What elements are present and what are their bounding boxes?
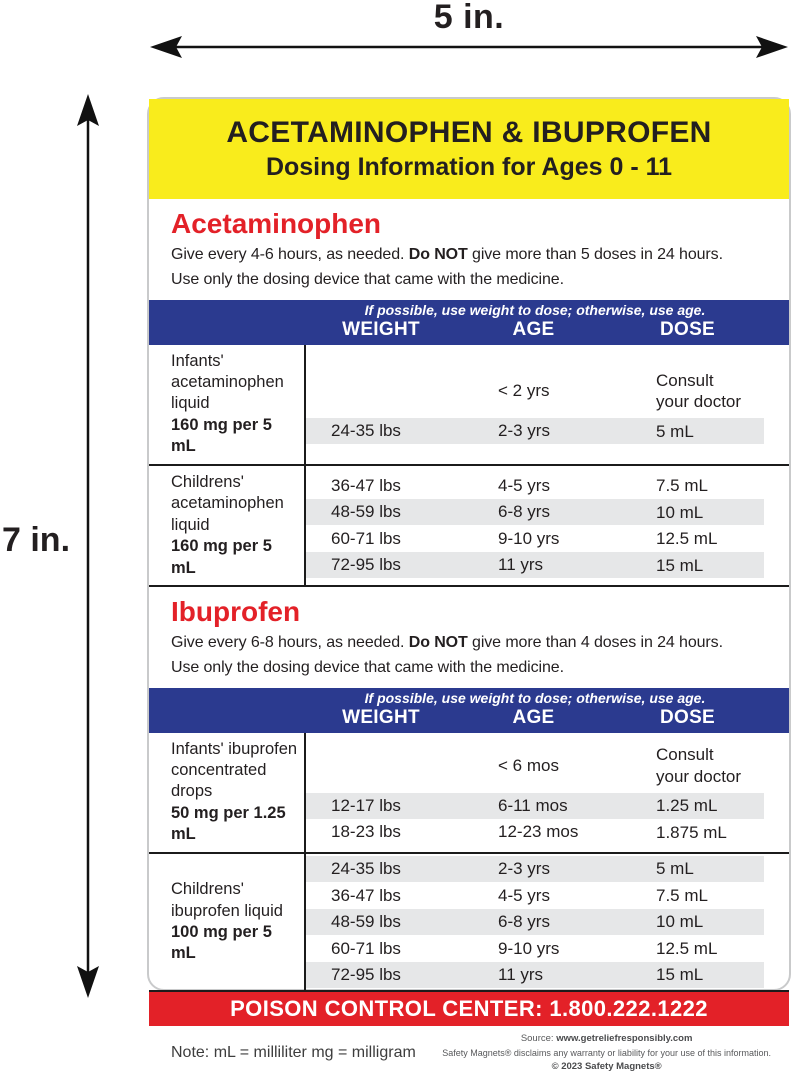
table-row bbox=[306, 552, 764, 579]
instructions-line2: Use only the dosing device that came with the medicine. bbox=[171, 270, 564, 288]
cell-age: 6-11 mos bbox=[498, 795, 568, 815]
acetaminophen-section bbox=[149, 199, 789, 587]
dosing-instructions bbox=[171, 631, 767, 681]
table-row bbox=[306, 819, 764, 846]
column-header-age: AGE bbox=[512, 707, 555, 729]
product-strength: 160 mg per 5 mL bbox=[171, 415, 272, 456]
row-group-rows bbox=[306, 466, 789, 585]
width-dimension bbox=[148, 0, 790, 60]
cell-weight: 24-35 lbs bbox=[331, 421, 401, 441]
row-group-rows bbox=[306, 345, 789, 464]
cell-weight: 72-95 lbs bbox=[331, 555, 401, 575]
cell-age: 4-5 yrs bbox=[498, 475, 550, 495]
row-group-label bbox=[149, 854, 306, 991]
instructions-text-cont: give more than 4 doses in 24 hours. bbox=[467, 633, 723, 651]
cell-dose: 7.5 mL bbox=[656, 476, 708, 495]
cell-dose: 1.875 mL bbox=[656, 822, 727, 842]
cell-age: 6-8 yrs bbox=[498, 502, 550, 522]
cell-weight: 48-59 lbs bbox=[331, 912, 401, 931]
copyright: © 2023 Safety Magnets® bbox=[551, 1061, 662, 1072]
row-group-rows bbox=[306, 854, 789, 991]
row-group-rows bbox=[306, 733, 789, 852]
cell-weight: 12-17 lbs bbox=[331, 795, 401, 815]
table-group bbox=[149, 852, 789, 991]
dosing-instructions bbox=[171, 243, 767, 293]
column-spacer bbox=[149, 319, 306, 341]
table-row bbox=[306, 909, 764, 936]
table-row bbox=[306, 882, 764, 909]
card-title: ACETAMINOPHEN & IBUPROFEN bbox=[226, 116, 712, 149]
fine-print bbox=[442, 1032, 771, 1074]
cell-dose: 12.5 mL bbox=[656, 938, 718, 958]
product-name: acetaminophen bbox=[171, 373, 284, 392]
table-row bbox=[306, 739, 764, 793]
width-label: 5 in. bbox=[433, 0, 505, 36]
row-group-label bbox=[149, 466, 306, 585]
column-header-age: AGE bbox=[512, 319, 555, 341]
table-row bbox=[306, 856, 764, 883]
table-group bbox=[149, 464, 789, 585]
table-row bbox=[306, 525, 764, 552]
product-name: Childrens' bbox=[171, 880, 244, 899]
table-usage-note: If possible, use weight to dose; otherwise, use age. bbox=[364, 302, 706, 319]
product-strength: 160 mg per 5 mL bbox=[171, 537, 272, 577]
cell-dose: 5 mL bbox=[656, 859, 694, 879]
product-name: acetaminophen bbox=[171, 494, 284, 513]
card-footer bbox=[149, 1026, 789, 1084]
product-name: ibuprofen liquid bbox=[171, 901, 283, 920]
table-group bbox=[149, 345, 789, 464]
cell-age: 6-8 yrs bbox=[498, 912, 550, 931]
cell-dose: 7.5 mL bbox=[656, 885, 708, 905]
table-row bbox=[306, 364, 764, 418]
cell-age: 9-10 yrs bbox=[498, 938, 560, 958]
table-header-bar bbox=[149, 300, 789, 345]
dosing-card bbox=[147, 97, 791, 1072]
height-label: 7 in. bbox=[2, 521, 71, 559]
product-name: Infants' bbox=[171, 351, 224, 370]
poison-control-banner: POISON CONTROL CENTER: 1.800.222.1222 bbox=[149, 992, 789, 1026]
disclaimer: Safety Magnets® disclaims any warranty or liability for your use of this information. bbox=[442, 1047, 771, 1058]
cell-dose: 15 mL bbox=[656, 555, 704, 575]
column-header-weight: WEIGHT bbox=[342, 319, 420, 341]
cell-age: 12-23 mos bbox=[498, 822, 579, 842]
column-header-weight: WEIGHT bbox=[342, 707, 420, 729]
ibuprofen-section bbox=[149, 587, 789, 992]
column-header-dose: DOSE bbox=[659, 319, 716, 341]
table-row bbox=[306, 962, 764, 989]
cell-dose: 1.25 mL bbox=[656, 796, 718, 816]
units-note: Note: mL = milliliter mg = milligram bbox=[171, 1044, 416, 1062]
table-row bbox=[306, 935, 764, 962]
cell-age: 4-5 yrs bbox=[498, 885, 550, 905]
instructions-line2: Use only the dosing device that came with the medicine. bbox=[171, 658, 564, 676]
cell-dose: 10 mL bbox=[656, 502, 704, 522]
instructions-text-cont: give more than 5 doses in 24 hours. bbox=[467, 246, 723, 263]
card-header bbox=[149, 99, 789, 199]
cell-dose: 5 mL bbox=[656, 421, 694, 441]
instructions-warning: Do NOT bbox=[408, 246, 468, 263]
cell-weight: 36-47 lbs bbox=[331, 475, 401, 495]
cell-dose: 15 mL bbox=[656, 965, 704, 985]
product-name: concentrated drops bbox=[171, 761, 267, 801]
product-name: liquid bbox=[171, 394, 210, 413]
product-strength: 50 mg per 1.25 mL bbox=[171, 803, 286, 844]
instructions-warning: Do NOT bbox=[408, 633, 468, 651]
source-line bbox=[442, 1032, 771, 1046]
cell-age: 11 yrs bbox=[498, 965, 544, 984]
cell-age: 11 yrs bbox=[498, 555, 544, 575]
cell-weight: 36-47 lbs bbox=[331, 885, 401, 905]
row-group-label bbox=[149, 733, 306, 852]
table-row bbox=[306, 472, 764, 499]
cell-age: 9-10 yrs bbox=[498, 528, 560, 548]
product-name: Childrens' bbox=[171, 472, 244, 491]
cell-dose: Consult your doctor bbox=[656, 745, 742, 786]
row-group-label bbox=[149, 345, 306, 464]
section-title-ibuprofen: Ibuprofen bbox=[171, 595, 301, 627]
table-row bbox=[306, 418, 764, 445]
cell-dose: 12.5 mL bbox=[656, 529, 718, 548]
height-dimension-arrow bbox=[74, 92, 102, 1000]
section-title-acetaminophen: Acetaminophen bbox=[171, 208, 382, 239]
product-name: Infants' ibuprofen bbox=[171, 739, 298, 758]
column-spacer bbox=[149, 707, 306, 729]
column-header-dose: DOSE bbox=[659, 707, 716, 729]
cell-dose: 10 mL bbox=[656, 912, 704, 932]
height-dimension bbox=[74, 92, 102, 1005]
acetaminophen-table bbox=[149, 345, 789, 587]
table-row bbox=[306, 793, 764, 820]
cell-age: 2-3 yrs bbox=[498, 421, 550, 441]
table-row bbox=[306, 499, 764, 526]
cell-age: 2-3 yrs bbox=[498, 859, 550, 878]
cell-age: < 2 yrs bbox=[498, 380, 550, 400]
ibuprofen-table bbox=[149, 733, 789, 993]
source-url: www.getreliefresponsibly.com bbox=[556, 1033, 693, 1045]
cell-weight: 24-35 lbs bbox=[331, 859, 401, 878]
instructions-text: Give every 4-6 hours, as needed. bbox=[171, 246, 409, 263]
product-name: liquid bbox=[171, 515, 210, 534]
product-strength: 100 mg per 5 mL bbox=[171, 923, 272, 963]
cell-dose: Consult your doctor bbox=[656, 370, 742, 411]
cell-age: < 6 mos bbox=[498, 755, 559, 775]
source-label: Source: bbox=[520, 1033, 554, 1045]
card-subtitle: Dosing Information for Ages 0 - 11 bbox=[265, 153, 673, 181]
cell-weight: 48-59 lbs bbox=[331, 502, 401, 522]
cell-weight: 60-71 lbs bbox=[331, 938, 401, 958]
cell-weight: 72-95 lbs bbox=[331, 965, 401, 984]
table-usage-note: If possible, use weight to dose; otherwise, use age. bbox=[364, 690, 706, 707]
table-header-bar bbox=[149, 688, 789, 733]
cell-weight: 18-23 lbs bbox=[331, 822, 401, 842]
cell-weight: 60-71 lbs bbox=[331, 528, 401, 548]
instructions-text: Give every 6-8 hours, as needed. bbox=[171, 633, 409, 651]
table-group bbox=[149, 733, 789, 852]
width-dimension-arrow bbox=[148, 34, 790, 60]
